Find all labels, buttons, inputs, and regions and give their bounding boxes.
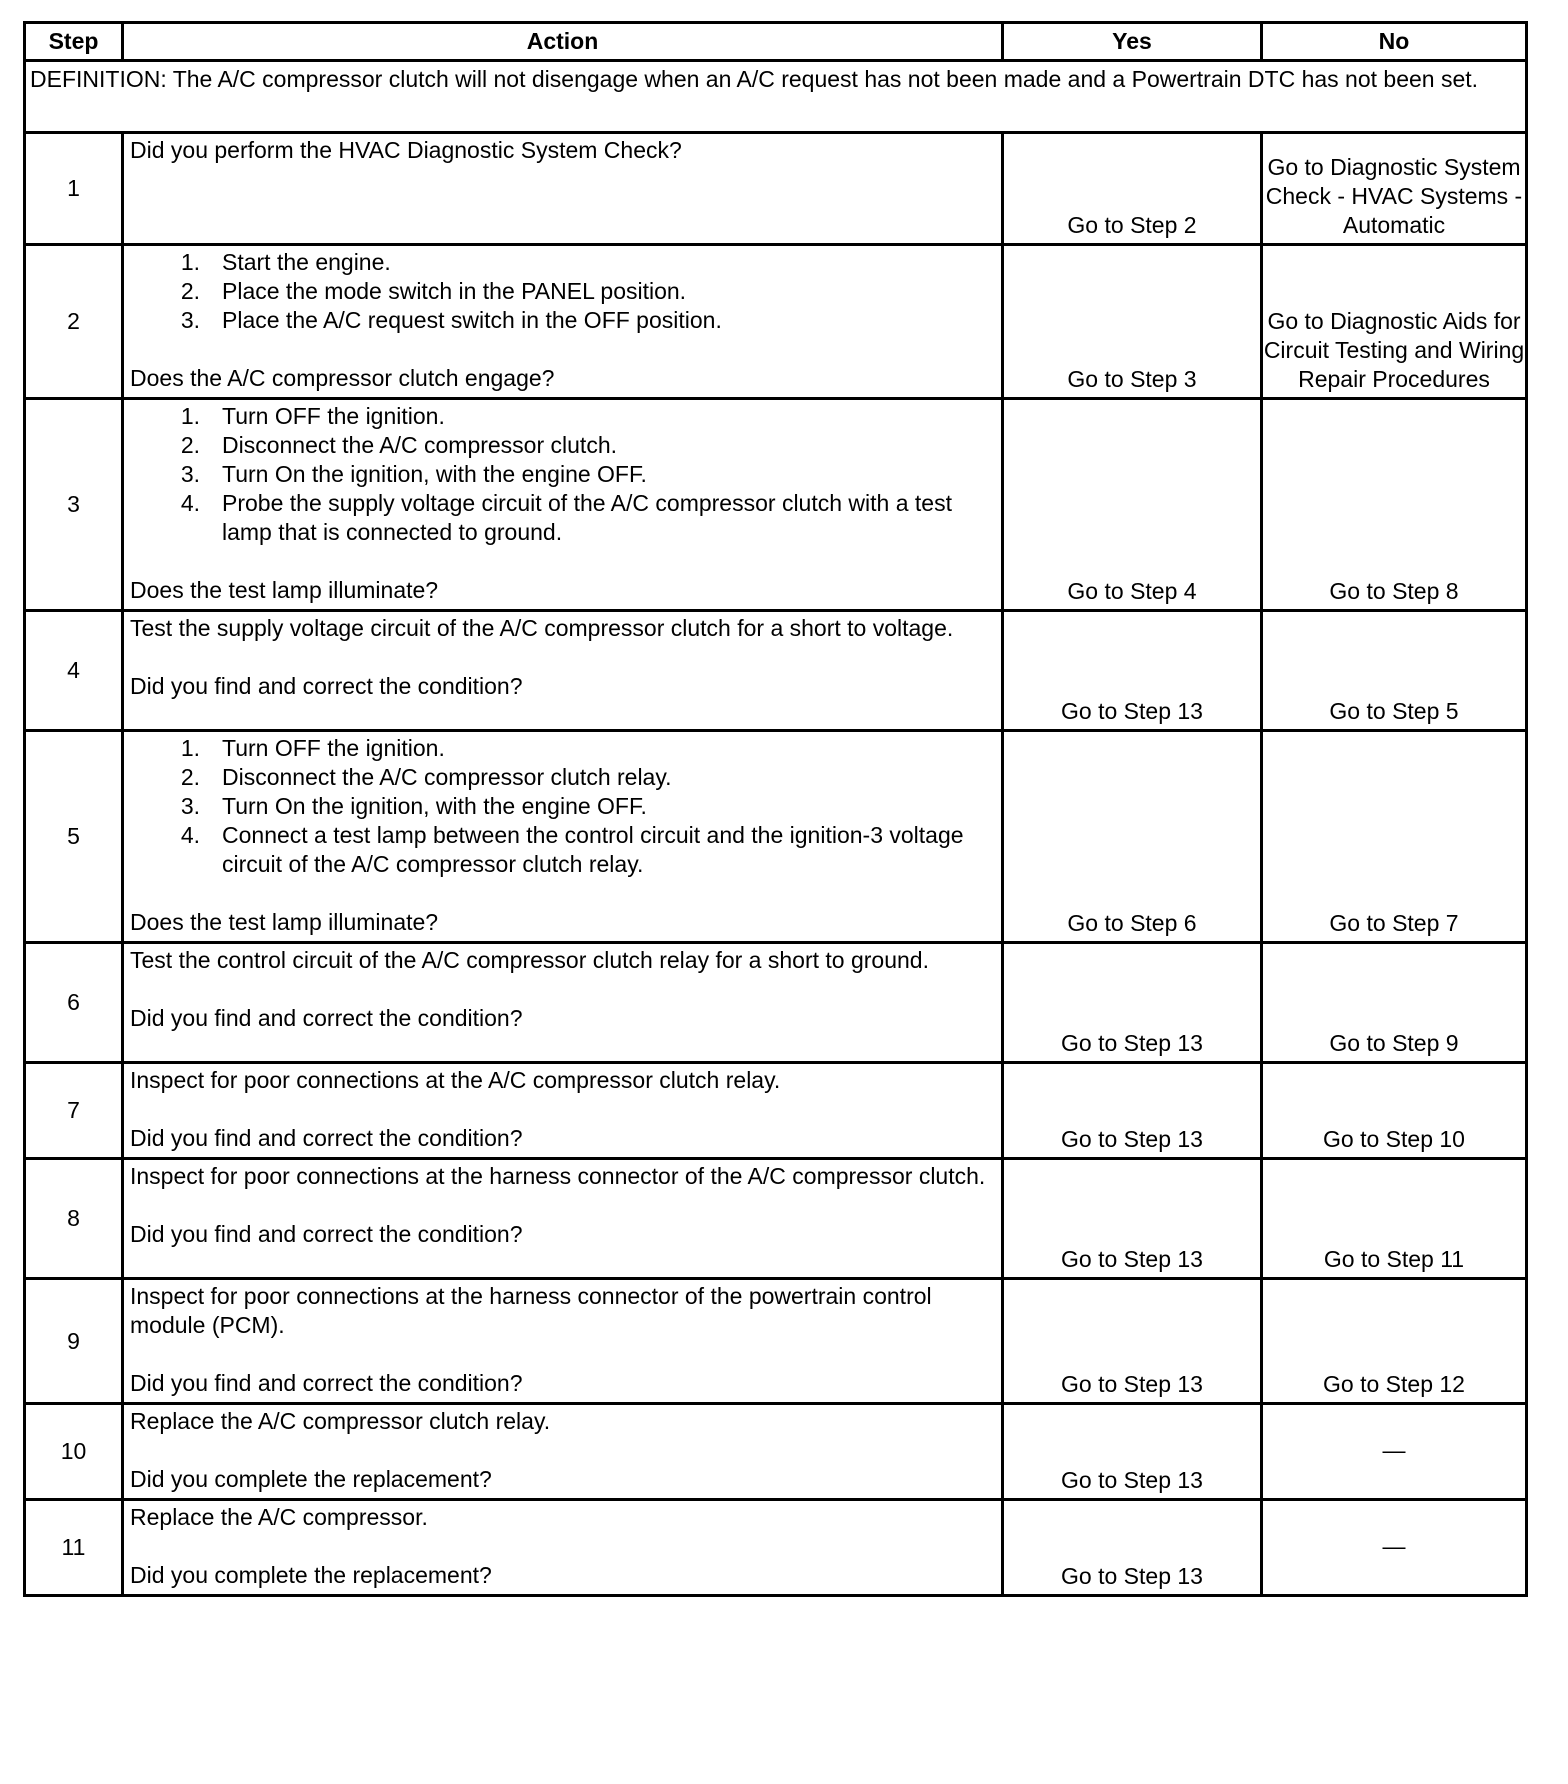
action-question: Did you find and correct the condition?: [130, 1005, 523, 1031]
step-number: 10: [25, 1404, 123, 1500]
list-item: 3. Turn On the ignition, with the engine OFF.: [180, 461, 647, 487]
action-question: Did you find and correct the condition?: [130, 673, 523, 699]
action-list: [130, 248, 995, 335]
header-action: Action: [123, 23, 1003, 61]
action-question: Did you complete the replacement?: [130, 1466, 492, 1492]
action-question: Did you complete the replacement?: [130, 1562, 492, 1588]
table-row: [25, 1159, 1527, 1279]
step-number: 3: [25, 399, 123, 611]
action-cell: [123, 943, 1003, 1063]
table-row: [25, 1279, 1527, 1404]
action-intro: Inspect for poor connections at the harness connector of the powertrain control module (PCM).: [130, 1283, 932, 1338]
step-number: 7: [25, 1063, 123, 1159]
no-cell: —: [1262, 1404, 1527, 1500]
action-list: [130, 402, 995, 547]
action-question: Does the test lamp illuminate?: [130, 577, 439, 603]
table-row: [25, 245, 1527, 399]
definition-row: [25, 61, 1527, 133]
yes-cell: Go to Step 13: [1003, 943, 1262, 1063]
list-item: 2. Disconnect the A/C compressor clutch relay.: [180, 764, 672, 790]
action-cell: [123, 1404, 1003, 1500]
action-intro: Test the supply voltage circuit of the A/C compressor clutch for a short to voltage.: [130, 615, 954, 641]
header-step: Step: [25, 23, 123, 61]
action-intro: Inspect for poor connections at the harness connector of the A/C compressor clutch.: [130, 1163, 986, 1189]
list-item: 4. Probe the supply voltage circuit of the A/C compressor clutch with a test lamp that is connected to ground.: [180, 490, 952, 545]
yes-cell: Go to Step 13: [1003, 1279, 1262, 1404]
action-question: Did you find and correct the condition?: [130, 1370, 523, 1396]
list-item: 2. Disconnect the A/C compressor clutch.: [180, 432, 617, 458]
header-no: No: [1262, 23, 1527, 61]
step-number: 1: [25, 133, 123, 245]
no-cell: Go to Step 7: [1262, 731, 1527, 943]
action-intro: Test the control circuit of the A/C compressor clutch relay for a short to ground.: [130, 947, 929, 973]
action-cell: [123, 133, 1003, 245]
table-row: [25, 1500, 1527, 1596]
action-cell: [123, 1279, 1003, 1404]
action-question: Did you find and correct the condition?: [130, 1125, 523, 1151]
list-item: 2. Place the mode switch in the PANEL position.: [180, 278, 687, 304]
diagnostic-page: [23, 21, 1525, 1597]
list-item: 3. Turn On the ignition, with the engine OFF.: [180, 793, 647, 819]
no-cell: —: [1262, 1500, 1527, 1596]
action-cell: [123, 611, 1003, 731]
yes-cell: Go to Step 13: [1003, 1063, 1262, 1159]
action-question: Did you find and correct the condition?: [130, 1221, 523, 1247]
yes-cell: Go to Step 3: [1003, 245, 1262, 399]
no-cell: Go to Step 11: [1262, 1159, 1527, 1279]
action-cell: [123, 1159, 1003, 1279]
step-number: 9: [25, 1279, 123, 1404]
action-intro: Replace the A/C compressor.: [130, 1504, 428, 1530]
no-cell: Go to Step 9: [1262, 943, 1527, 1063]
step-number: 11: [25, 1500, 123, 1596]
table-row: [25, 133, 1527, 245]
no-cell: Go to Step 10: [1262, 1063, 1527, 1159]
no-cell: Go to Step 5: [1262, 611, 1527, 731]
table-row: [25, 611, 1527, 731]
action-question: Does the test lamp illuminate?: [130, 909, 439, 935]
action-question: Does the A/C compressor clutch engage?: [130, 365, 555, 391]
header-yes: Yes: [1003, 23, 1262, 61]
no-cell: Go to Diagnostic Aids for Circuit Testing and Wiring Repair Procedures: [1262, 245, 1527, 399]
action-cell: [123, 245, 1003, 399]
yes-cell: Go to Step 4: [1003, 399, 1262, 611]
action-cell: [123, 399, 1003, 611]
definition-text: DEFINITION: The A/C compressor clutch will not disengage when an A/C request has not been made and a Powertrain DTC has not been set.: [25, 61, 1527, 133]
diagnostic-table: [23, 21, 1528, 1597]
no-cell: Go to Step 8: [1262, 399, 1527, 611]
yes-cell: Go to Step 13: [1003, 1159, 1262, 1279]
table-row: [25, 943, 1527, 1063]
table-row: [25, 1404, 1527, 1500]
list-item: 3. Place the A/C request switch in the OFF position.: [180, 307, 722, 333]
header-row: [25, 23, 1527, 61]
list-item: 4. Connect a test lamp between the control circuit and the ignition-3 voltage circuit of the A/C compressor clutch relay.: [180, 822, 964, 877]
step-number: 4: [25, 611, 123, 731]
step-number: 6: [25, 943, 123, 1063]
table-row: [25, 731, 1527, 943]
step-number: 5: [25, 731, 123, 943]
list-item: 1. Turn OFF the ignition.: [180, 735, 445, 761]
yes-cell: Go to Step 6: [1003, 731, 1262, 943]
no-cell: Go to Step 12: [1262, 1279, 1527, 1404]
action-list: [130, 734, 995, 879]
step-number: 8: [25, 1159, 123, 1279]
step-number: 2: [25, 245, 123, 399]
list-item: 1. Start the engine.: [180, 249, 391, 275]
action-cell: [123, 1500, 1003, 1596]
action-intro: Inspect for poor connections at the A/C compressor clutch relay.: [130, 1067, 781, 1093]
yes-cell: Go to Step 2: [1003, 133, 1262, 245]
table-row: [25, 399, 1527, 611]
yes-cell: Go to Step 13: [1003, 1500, 1262, 1596]
action-intro: Did you perform the HVAC Diagnostic System Check?: [130, 137, 682, 163]
action-intro: Replace the A/C compressor clutch relay.: [130, 1408, 551, 1434]
list-item: 1. Turn OFF the ignition.: [180, 403, 445, 429]
yes-cell: Go to Step 13: [1003, 1404, 1262, 1500]
yes-cell: Go to Step 13: [1003, 611, 1262, 731]
table-row: [25, 1063, 1527, 1159]
action-cell: [123, 731, 1003, 943]
no-cell: Go to Diagnostic System Check - HVAC Systems - Automatic: [1262, 133, 1527, 245]
action-cell: [123, 1063, 1003, 1159]
